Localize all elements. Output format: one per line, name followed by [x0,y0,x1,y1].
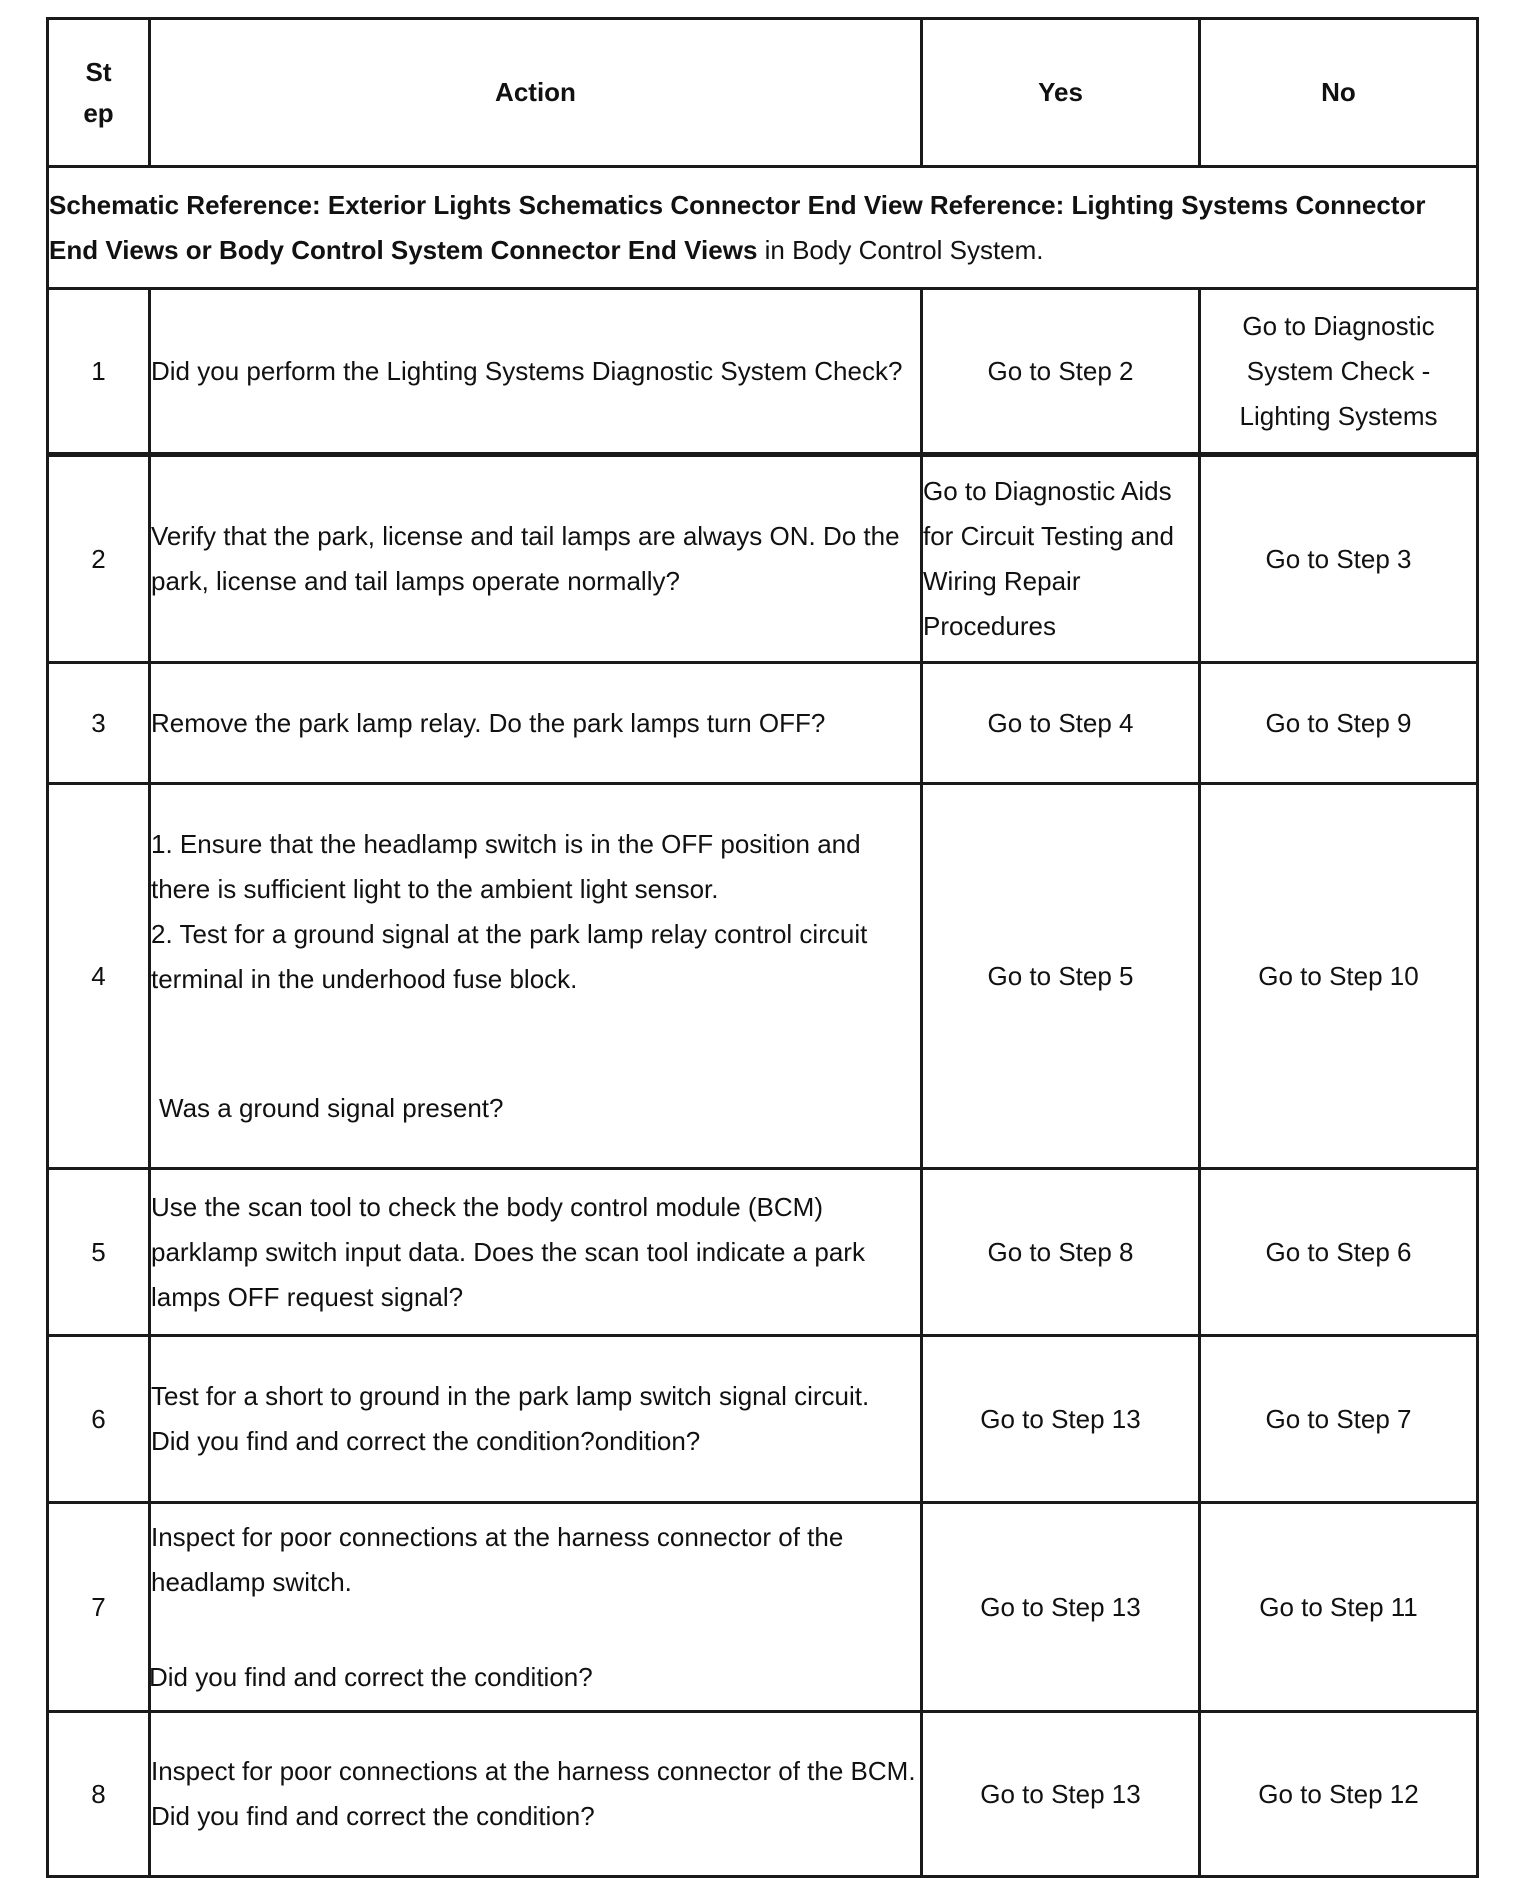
action-text: Inspect for poor connections at the harness connector of the BCM. [151,1756,916,1786]
header-no: No [1200,19,1478,167]
reference-cell [48,167,1478,289]
no-cell: Go to Step 3 [1200,455,1478,663]
no-cell: Go to Step 9 [1200,663,1478,784]
action-cell [150,1503,922,1712]
action-question-line [151,1419,920,1464]
reference-row [48,167,1478,289]
table-row [48,455,1478,663]
header-step-line1: St [85,56,112,87]
yes-cell: Go to Step 8 [922,1169,1200,1336]
action-text: Remove the park lamp relay. Do the park lamps turn OFF? [151,707,826,738]
table-row [48,784,1478,1169]
table-row [48,1503,1478,1712]
action-cell [150,289,922,455]
action-question: Did you find and correct the condition? [151,1426,595,1456]
header-row [48,19,1478,167]
step-number: 5 [48,1169,150,1336]
action-text: Inspect for poor connections at the harness connector of the headlamp switch. [151,1521,844,1597]
action-text: Test for a short to ground in the park lamp switch signal circuit. [151,1381,870,1411]
step-number: 4 [48,784,150,1169]
no-cell: Go to Step 12 [1200,1712,1478,1877]
action-question: Did you find and correct the condition? [149,1661,593,1692]
action-text: Verify that the park, license and tail lamps are always ON. Do the park, license and tail lamps operate normally? [151,521,900,596]
header-step [48,19,150,167]
action-cell [150,1169,922,1336]
yes-cell: Go to Step 4 [922,663,1200,784]
table-row [48,289,1478,455]
header-action: Action [150,19,922,167]
table-row [48,1336,1478,1503]
action-item-2: 2. Test for a ground signal at the park lamp relay control circuit terminal in the underhood fuse block. [151,918,868,994]
step-number: 3 [48,663,150,784]
action-item-1: 1. Ensure that the headlamp switch is in the OFF position and there is sufficient light to the ambient light sensor. [151,828,861,904]
yes-cell: Go to Step 13 [922,1712,1200,1877]
no-cell: Go to Step 6 [1200,1169,1478,1336]
no-cell: Go to Step 7 [1200,1336,1478,1503]
action-text: Did you perform the Lighting Systems Diagnostic System Check? [151,355,903,386]
spacer [151,1605,920,1655]
header-step-line2: ep [83,97,114,128]
yes-cell: Go to Step 13 [922,1503,1200,1712]
action-cell [150,455,922,663]
no-cell: Go to Step 11 [1200,1503,1478,1712]
action-question: Did you find and correct the condition? [151,1801,595,1831]
action-text: Use the scan tool to check the body control module (BCM) parklamp switch input data. Does the scan tool indicate a park lamps OFF request signal? [151,1191,865,1312]
step-number: 7 [48,1503,150,1712]
action-cell [150,1712,922,1877]
action-cell [150,663,922,784]
step-number: 6 [48,1336,150,1503]
yes-cell: Go to Step 2 [922,289,1200,455]
spacer [151,1002,920,1086]
action-question: Was a ground signal present? [159,1092,504,1123]
reference-bold-text: Schematic Reference: Exterior Lights Schematics Connector End View Reference: Lighting Systems Connector End Views or Body Control System Connector End Views [49,189,1426,265]
step-number: 1 [48,289,150,455]
diagnostic-table [46,17,1479,1878]
step-number: 8 [48,1712,150,1877]
header-yes: Yes [922,19,1200,167]
step-number: 2 [48,455,150,663]
yes-cell: Go to Diagnostic Aids for Circuit Testing and Wiring Repair Procedures [922,455,1200,663]
table-row [48,663,1478,784]
action-cell [150,1336,922,1503]
yes-cell: Go to Step 5 [922,784,1200,1169]
action-cell [150,784,922,1169]
no-cell: Go to Step 10 [1200,784,1478,1169]
table-row [48,1712,1478,1877]
table-row [48,1169,1478,1336]
no-cell: Go to Diagnostic System Check - Lighting Systems [1200,289,1478,455]
reference-normal-text: in Body Control System. [757,234,1044,265]
action-question-overlap: ondition? [594,1426,701,1456]
yes-cell: Go to Step 13 [922,1336,1200,1503]
